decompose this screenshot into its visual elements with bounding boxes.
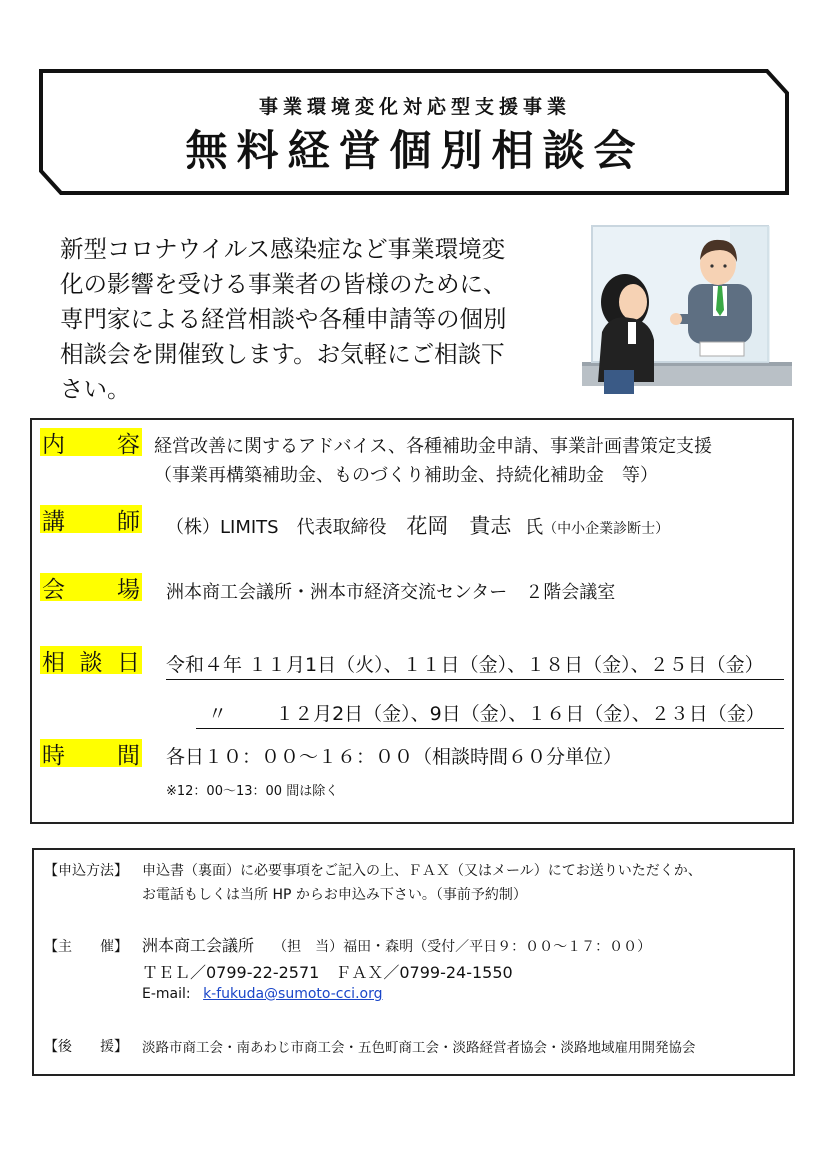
dates-line-1: 令和４年 １１月1日（火）、１１日（金）、１８日（金）、２５日（金） bbox=[166, 650, 784, 680]
label-char: 日 bbox=[117, 649, 140, 676]
label-char: 談 bbox=[79, 649, 103, 676]
page-title: 無料経営個別相談会 bbox=[185, 126, 645, 175]
email-label: E-mail: bbox=[142, 986, 191, 1002]
subtitle: 事業環境変化対応型支援事業 bbox=[258, 96, 571, 118]
time-text: 各日１０：００～１６：００（相談時間６０分単位） bbox=[166, 746, 623, 768]
label-char: 相 bbox=[42, 649, 65, 676]
email-row bbox=[142, 986, 383, 1002]
label-char: 間 bbox=[117, 742, 140, 769]
label-char: 会 bbox=[42, 576, 65, 603]
ditto-mark: 〃 bbox=[208, 703, 228, 725]
intro-line: 化の影響を受ける事業者の皆様のために、 bbox=[60, 270, 507, 298]
label-char: 時 bbox=[42, 742, 65, 769]
lecturer-name: 花岡 貴志 bbox=[406, 514, 512, 538]
consultation-illustration bbox=[580, 222, 795, 394]
support-label: 【後 援】 bbox=[44, 1039, 128, 1055]
lecturer-info bbox=[166, 510, 669, 540]
host-contact: ＴＥＬ／0799-22-2571 ＦＡＸ／0799-24-1550 bbox=[142, 963, 513, 982]
intro-line: 相談会を開催致します。お気軽にご相談下 bbox=[60, 340, 505, 368]
label-char: 講 bbox=[42, 508, 65, 535]
lecturer-suffix: 氏 bbox=[525, 517, 544, 538]
support-text: 淡路市商工会・南あわじ市商工会・五色町商工会・淡路経営者協会・淡路地域雇用開発協会 bbox=[142, 1040, 696, 1056]
host-label: 【主 催】 bbox=[44, 939, 128, 955]
label-content bbox=[40, 428, 142, 456]
intro-line: さい。 bbox=[60, 375, 131, 403]
label-lecturer bbox=[40, 505, 142, 533]
apply-label: 【申込方法】 bbox=[44, 863, 128, 879]
host-org: 洲本商工会議所 bbox=[142, 936, 255, 955]
host-line bbox=[142, 933, 651, 956]
label-dates bbox=[40, 646, 142, 674]
lecturer-title: （中小企業診断士） bbox=[543, 521, 670, 537]
intro-text bbox=[60, 232, 560, 407]
label-char: 場 bbox=[117, 576, 140, 603]
dates-line-2-text: １２月2日（金）、9日（金）、１６日（金）、２３日（金） bbox=[275, 703, 765, 725]
label-char: 内 bbox=[42, 431, 65, 458]
label-venue bbox=[40, 573, 142, 601]
intro-line: 専門家による経営相談や各種申請等の個別 bbox=[60, 305, 507, 333]
host-staff: （担 当）福田・森明（受付／平日９：００～１７：００） bbox=[273, 939, 652, 955]
venue-text: 洲本商工会議所・洲本市経済交流センター ２階会議室 bbox=[166, 582, 616, 603]
label-char: 容 bbox=[117, 431, 140, 458]
apply-line-2: お電話もしくは当所 HP からお申込み下さい。（事前予約制） bbox=[142, 887, 527, 903]
dates-line-2 bbox=[196, 699, 784, 729]
email-link[interactable]: k-fukuda@sumoto-cci.org bbox=[203, 986, 383, 1002]
apply-line-1: 申込書（裏面）に必要事項をご記入の上、ＦＡＸ（又はメール）にてお送りいただくか、 bbox=[142, 863, 702, 879]
intro-line: 新型コロナウイルス感染症など事業環境変 bbox=[60, 235, 506, 263]
label-char: 師 bbox=[117, 508, 140, 535]
content-line-2: （事業再構築補助金、ものづくり補助金、持続化補助金 等） bbox=[154, 465, 658, 486]
time-note: ※12：00～13：00 間は除く bbox=[166, 784, 339, 799]
content-line-1: 経営改善に関するアドバイス、各種補助金申請、事業計画書策定支援 bbox=[154, 436, 712, 457]
lecturer-company: （株）LIMITS 代表取締役 bbox=[166, 517, 387, 538]
label-time bbox=[40, 739, 142, 767]
